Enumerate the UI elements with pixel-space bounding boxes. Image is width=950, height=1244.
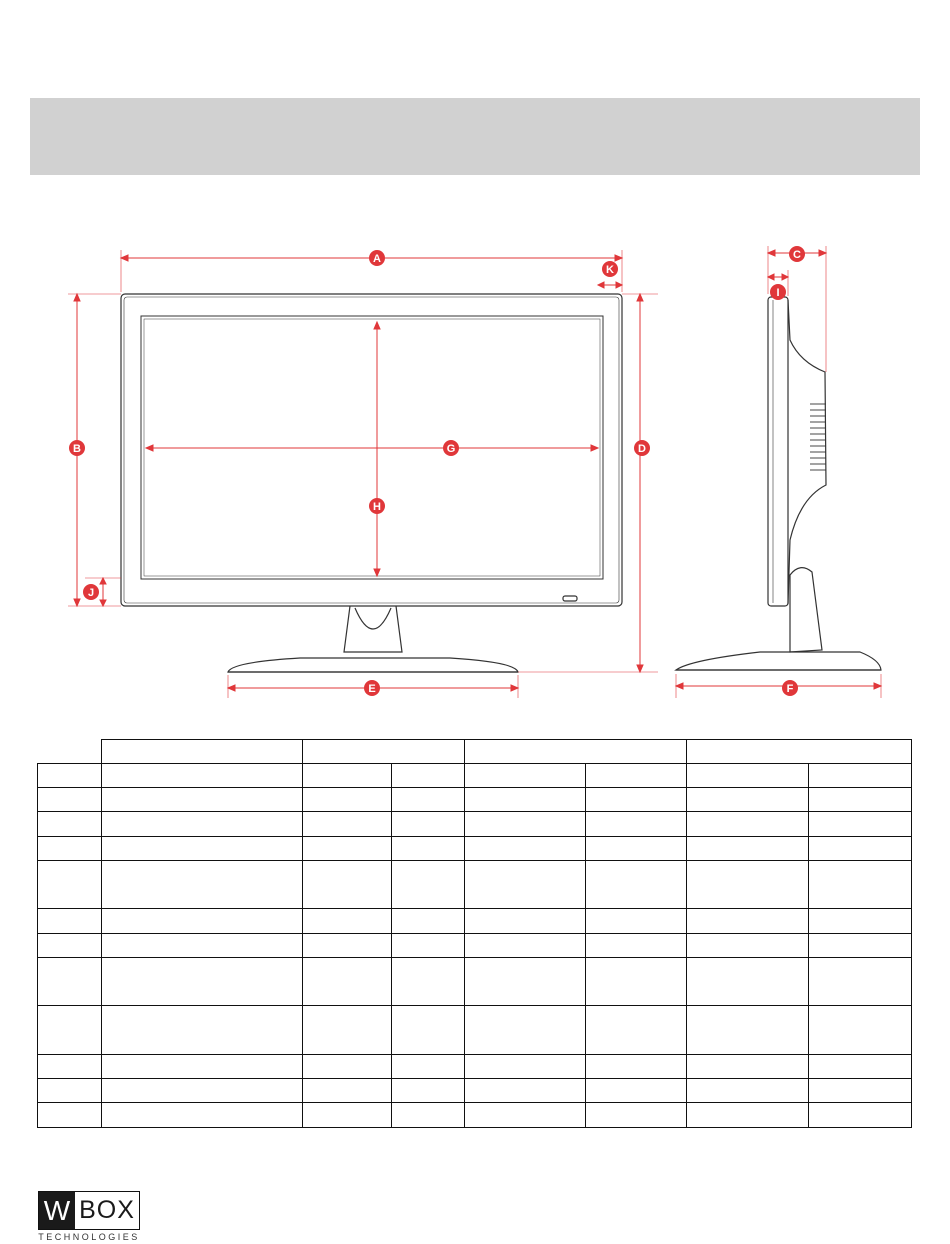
logo-w: W	[39, 1192, 75, 1229]
svg-text:K: K	[606, 264, 614, 276]
table-row	[38, 1006, 912, 1055]
table-row	[38, 1103, 912, 1128]
logo-box-text: BOX	[79, 1196, 135, 1224]
table-row	[38, 812, 912, 837]
marker-j	[83, 584, 99, 600]
monitor-side-view	[676, 297, 881, 670]
table-row	[38, 861, 912, 909]
monitor-front-view	[121, 294, 622, 672]
marker-h	[369, 498, 385, 514]
dimension-lines	[68, 246, 881, 698]
marker-f	[782, 680, 798, 696]
svg-text:J: J	[87, 587, 95, 599]
spec-table	[37, 739, 912, 1128]
marker-b	[69, 440, 85, 456]
marker-i	[770, 284, 786, 300]
marker-g	[443, 440, 459, 456]
svg-text:B: B	[73, 443, 81, 455]
svg-text:D: D	[638, 443, 646, 455]
table-cell	[102, 740, 303, 764]
table-row	[38, 1079, 912, 1103]
table-cell	[303, 740, 465, 764]
svg-text:F: F	[786, 683, 794, 695]
table-row	[38, 837, 912, 861]
svg-text:I: I	[776, 287, 780, 299]
table-row	[38, 909, 912, 934]
svg-text:G: G	[446, 443, 456, 455]
wbox-logo	[38, 1191, 140, 1242]
table-cell	[465, 740, 687, 764]
marker-d	[634, 440, 650, 456]
marker-e	[364, 680, 380, 696]
svg-text:E: E	[368, 683, 376, 695]
svg-text:H: H	[373, 501, 381, 513]
marker-k	[602, 261, 618, 277]
svg-text:C: C	[793, 249, 801, 261]
table-subheader-row	[38, 764, 912, 788]
table-row	[38, 788, 912, 812]
svg-text:A: A	[373, 253, 381, 265]
logo-tagline: TECHNOLOGIES	[38, 1232, 140, 1242]
table-row	[38, 958, 912, 1006]
table-header-row	[38, 740, 912, 764]
table-row	[38, 934, 912, 958]
marker-a	[369, 250, 385, 266]
marker-c	[789, 246, 805, 262]
table-cell	[687, 740, 912, 764]
table-row	[38, 1055, 912, 1079]
logo-mark	[38, 1191, 140, 1230]
dimension-markers	[69, 246, 805, 696]
